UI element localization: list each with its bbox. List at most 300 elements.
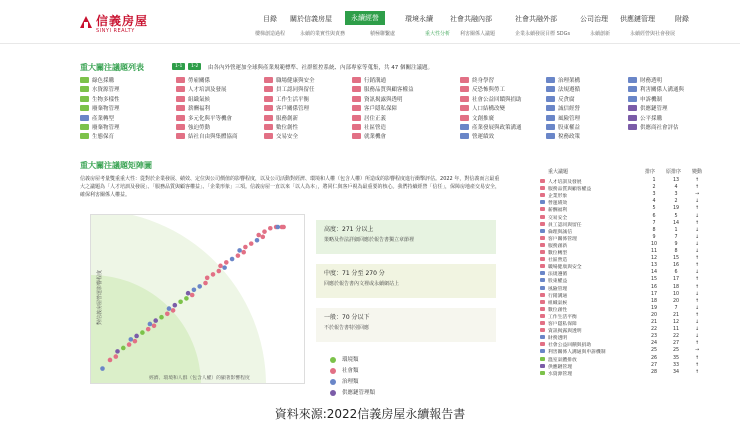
table-row	[540, 206, 715, 213]
topic-category-badge	[546, 77, 555, 83]
matrix-dot[interactable]	[114, 354, 119, 359]
prev-rank-value: 10	[672, 291, 680, 297]
legend-item	[330, 377, 359, 385]
legend-label: 環境類	[342, 357, 359, 363]
topic-item	[176, 132, 238, 141]
matrix-dot[interactable]	[140, 330, 145, 335]
matrix-dot[interactable]	[255, 238, 260, 243]
prev-rank-value: 5	[674, 213, 678, 219]
rank-value: 16	[650, 284, 658, 290]
topic-category-badge	[628, 86, 637, 92]
topic-category-badge	[264, 115, 273, 121]
topic-name: 數位轉型	[548, 251, 568, 256]
pill-1-2[interactable]: 1-2	[188, 63, 201, 70]
rank-change-arrow: ↑	[694, 362, 700, 368]
topic-label: 利害關係人溝通與	[640, 87, 685, 94]
topic-category-badge	[176, 77, 185, 83]
topic-label: 交易安全	[276, 134, 299, 141]
rank-value: 28	[650, 369, 658, 375]
table-header: 排序	[645, 169, 656, 175]
topic-category-badge	[176, 133, 185, 139]
matrix-dot[interactable]	[211, 272, 216, 277]
table-row	[540, 363, 715, 370]
table-row	[540, 313, 715, 320]
table-row	[540, 277, 715, 284]
topic-category-badge	[80, 133, 89, 139]
rank-value: 20	[650, 312, 658, 318]
pill-1-1[interactable]: 1-1	[172, 63, 185, 70]
topic-item	[264, 104, 309, 113]
topic-category-badge	[546, 124, 555, 130]
topic-label: 資訊揭露與透明	[364, 96, 403, 103]
topic-name: 企業形象	[548, 194, 568, 200]
prev-rank-value: 35	[672, 355, 680, 361]
nav-item[interactable]: 公司治理	[580, 15, 608, 23]
topics-description: 由各內外營運加全球與產業規範標準、社群監控系統、內部專家等蒐集，共 47 個關注議題。	[208, 65, 433, 71]
table-row	[540, 263, 715, 270]
table-row	[540, 270, 715, 277]
topic-item	[176, 85, 227, 94]
topic-name: 薪酬福利	[548, 208, 568, 214]
topic-label: 服務品質與顧客權益	[364, 87, 414, 94]
matrix-dot[interactable]	[152, 323, 157, 328]
row-category-badge	[540, 186, 545, 190]
row-category-badge	[540, 200, 545, 204]
row-category-badge	[540, 307, 545, 311]
topic-name: 法規遵循	[548, 272, 568, 278]
legend-dot	[330, 357, 336, 363]
topic-item	[460, 85, 505, 94]
rank-change-arrow: ↓	[694, 320, 700, 325]
sinyi-logo[interactable]	[78, 12, 149, 38]
topic-label: 文創推廣	[472, 115, 495, 122]
table-row	[540, 256, 715, 263]
topic-item	[176, 114, 232, 123]
topic-label: 產業轉型	[92, 115, 115, 122]
materiality-matrix	[90, 214, 305, 384]
topic-label: 員工認同與留任	[276, 87, 315, 94]
prev-rank-value: 12	[672, 320, 680, 325]
rank-value: 24	[650, 341, 658, 347]
topic-item	[176, 76, 210, 85]
matrix-dot[interactable]	[121, 346, 126, 351]
topic-category-badge	[460, 124, 469, 130]
topic-item	[352, 104, 397, 113]
rank-change-arrow: →	[694, 348, 700, 354]
table-row	[540, 306, 715, 313]
topic-label: 薪酬福利	[188, 106, 211, 113]
matrix-dot[interactable]	[281, 225, 286, 230]
topic-category-badge	[264, 77, 273, 83]
section-title-matrix: 重大關注議題矩陣圖	[80, 161, 152, 170]
row-category-badge	[540, 179, 545, 183]
topic-name: 數位創性	[548, 307, 568, 313]
prev-rank-value: 34	[672, 369, 680, 375]
row-category-badge	[540, 236, 545, 240]
subnav-item[interactable]: 企業永續發展目標 SDGs	[515, 31, 571, 37]
logo-mark-icon	[78, 14, 94, 30]
matrix-dot[interactable]	[262, 229, 267, 234]
matrix-dot[interactable]	[148, 322, 153, 327]
prev-rank-value: 3	[674, 192, 678, 198]
rank-change-arrow: ↓	[694, 213, 700, 219]
tier-high	[316, 220, 496, 254]
topic-label: 供應商社會評估	[640, 125, 679, 131]
topic-category-badge	[460, 115, 469, 121]
nav-item[interactable]: 關於信義房屋	[290, 15, 332, 23]
rank-change-arrow: ↑	[694, 263, 700, 269]
rank-change-arrow: ↑	[694, 206, 700, 212]
topic-category-badge	[460, 133, 469, 139]
matrix-dot[interactable]	[186, 291, 191, 296]
matrix-dot[interactable]	[261, 235, 266, 240]
rank-value: 14	[650, 270, 658, 276]
prev-rank-value: 7	[674, 305, 678, 311]
matrix-y-axis-label: 對信義房屋營運影響程度	[97, 269, 103, 325]
matrix-dot[interactable]	[237, 248, 242, 253]
topic-category-badge	[352, 115, 361, 121]
rank-value: 3	[652, 192, 656, 198]
topic-category-badge	[352, 105, 361, 111]
prev-rank-value: 25	[672, 348, 680, 354]
logo-chinese-text: 信義房屋	[96, 14, 149, 28]
topic-label: 終身學習	[472, 78, 495, 84]
topic-item	[546, 76, 580, 85]
topic-item	[628, 104, 668, 113]
matrix-dot[interactable]	[171, 308, 176, 313]
topic-category-badge	[352, 96, 361, 102]
rank-value: 5	[652, 206, 656, 212]
rank-change-arrow: ↓	[694, 234, 700, 240]
table-row	[540, 299, 715, 306]
nav-item[interactable]: 社會共融外部	[515, 15, 557, 23]
row-category-badge	[540, 371, 545, 375]
tier-general-desc: 不於報告書特別回應	[324, 325, 370, 331]
topic-label: 財務透明	[640, 78, 663, 84]
rank-value: 8	[652, 227, 656, 233]
nav-item[interactable]: 永續經營	[345, 11, 385, 25]
matrix-dot[interactable]	[108, 358, 113, 363]
rank-value: 15	[650, 277, 658, 283]
rank-value: 4	[652, 199, 656, 205]
topic-label: 反恐怖與勞工	[472, 87, 506, 94]
matrix-dot[interactable]	[230, 257, 235, 262]
matrix-description: 信義房屋考量雙重重大性：從對於企業發展、績效、定位與公司價值的影響程度，以及公司活動對經濟、環境和人權（包含人權）所造成的影響程度進行衝擊評估。2022 年，對信義而言最重大之議題為「人才培訓及發展」、「服務品質與顧客權益」、「企業形象」三項。信義房屋一直以來「以人為本」，將同仁與客戶視為最重要的核心。我們持續經營「信任」，保障房地產交易安全，確保利害關係人權益。	[80, 176, 501, 198]
topic-item	[264, 114, 298, 123]
matrix-dot[interactable]	[236, 253, 241, 258]
topic-item	[546, 114, 580, 123]
nav-item[interactable]: 附錄	[675, 15, 689, 23]
tier-high-title: 高度：271 分以上	[324, 226, 374, 233]
topic-label: 產業發展與政策溝通	[472, 125, 522, 131]
rank-value: 26	[650, 355, 658, 361]
table-header: 原排序	[666, 169, 682, 175]
matrix-dot[interactable]	[222, 265, 227, 270]
topic-name: 利害關係人溝通與申訴機制	[548, 350, 606, 356]
matrix-dot[interactable]	[134, 334, 139, 339]
rank-change-arrow: ↑	[694, 355, 700, 361]
rank-change-arrow: ↑	[694, 312, 700, 318]
matrix-dot[interactable]	[153, 318, 158, 323]
topic-label: 客戶關係管理	[276, 106, 310, 113]
topic-name: 服務品質與顧客權益	[548, 187, 592, 193]
topic-category-badge	[80, 77, 89, 83]
row-category-badge	[540, 321, 545, 325]
matrix-dot[interactable]	[224, 260, 229, 265]
topic-item	[460, 95, 522, 104]
topic-name: 客戶隱私保障	[548, 322, 577, 327]
topic-name: 水資源管理	[548, 371, 572, 377]
matrix-dot[interactable]	[249, 241, 254, 246]
matrix-dot[interactable]	[173, 303, 178, 308]
rank-change-arrow: →	[694, 192, 700, 198]
topic-label: 人口結構改變	[472, 106, 506, 113]
matrix-dot[interactable]	[159, 315, 164, 320]
rank-change-arrow: ↓	[694, 334, 700, 340]
topic-category-badge	[460, 96, 469, 102]
row-category-badge	[540, 342, 545, 346]
matrix-dot[interactable]	[178, 300, 183, 305]
table-row	[540, 221, 715, 228]
tier-medium-title: 中度：71 分至 270 分	[324, 270, 385, 277]
subnav-item[interactable]: 永續經營與社會發展	[630, 31, 676, 37]
topic-item	[352, 95, 403, 104]
topic-label: 股東權益	[558, 125, 581, 131]
topic-category-badge	[176, 105, 185, 111]
prev-rank-value: 16	[672, 263, 680, 269]
topic-label: 組織氣候	[188, 96, 211, 103]
matrix-dot[interactable]	[203, 281, 208, 286]
topic-category-badge	[628, 115, 637, 121]
subnav-item[interactable]: 永續創新	[590, 31, 611, 37]
topic-category-badge	[460, 86, 469, 92]
topic-label: 多元化與平等機會	[188, 115, 233, 122]
tier-medium	[316, 264, 496, 298]
topic-label: 就業機會	[364, 134, 387, 141]
topic-item	[628, 85, 684, 94]
matrix-dot[interactable]	[129, 337, 134, 342]
topic-category-badge	[264, 96, 273, 102]
matrix-dot[interactable]	[192, 288, 197, 293]
row-category-badge	[540, 243, 545, 247]
topic-category-badge	[546, 133, 555, 139]
table-row	[540, 334, 715, 341]
matrix-dot[interactable]	[241, 250, 246, 255]
matrix-dot[interactable]	[165, 311, 170, 316]
nav-item[interactable]: 環境永續	[405, 15, 433, 23]
topic-label: 生物多樣性	[92, 96, 120, 103]
topics-grid	[80, 76, 720, 144]
topic-category-badge	[352, 124, 361, 130]
topic-item	[80, 132, 114, 141]
rank-change-arrow: ↑	[694, 220, 700, 226]
rank-change-arrow: ↑	[694, 369, 700, 375]
subnav-item[interactable]: 積極聯繫處	[370, 31, 396, 37]
prev-rank-value: 22	[672, 334, 680, 340]
topic-name: 社區營造	[548, 258, 568, 264]
rank-change-arrow: ↓	[694, 305, 700, 311]
topic-item	[352, 123, 386, 132]
matrix-dot[interactable]	[100, 366, 105, 371]
matrix-dot[interactable]	[167, 306, 172, 311]
table-row	[540, 320, 715, 327]
rank-change-arrow: ↑	[694, 284, 700, 290]
rank-change-arrow: ↓	[694, 227, 700, 233]
topic-category-badge	[546, 86, 555, 92]
matrix-dot[interactable]	[205, 276, 210, 281]
topic-category-badge	[628, 105, 637, 111]
subnav-item[interactable]: 樓梯創造過程	[255, 31, 286, 37]
row-category-badge	[540, 349, 545, 353]
matrix-dot[interactable]	[218, 264, 223, 269]
topic-label: 廢棄物管理	[92, 106, 120, 113]
topic-label: 服務創新	[276, 115, 299, 122]
row-category-badge	[540, 278, 545, 282]
prev-rank-value: 14	[672, 220, 680, 226]
row-category-badge	[540, 215, 545, 219]
matrix-svg	[91, 215, 305, 384]
topic-label: 勞雇關係	[188, 78, 211, 84]
prev-rank-value: 27	[672, 341, 680, 347]
topic-item	[628, 95, 662, 104]
topic-item	[460, 123, 522, 132]
topic-name: 員工認同與留任	[548, 222, 582, 228]
matrix-dot[interactable]	[268, 226, 273, 231]
matrix-dot[interactable]	[190, 293, 195, 298]
prev-rank-value: 6	[674, 270, 678, 276]
table-row	[540, 242, 715, 249]
rank-value: 13	[650, 263, 658, 269]
prev-rank-value: 4	[674, 185, 678, 191]
topic-item	[264, 85, 315, 94]
topic-category-badge	[460, 77, 469, 83]
legend-dot	[330, 390, 336, 396]
matrix-dot[interactable]	[146, 327, 151, 332]
topic-label: 生態保育	[92, 134, 115, 141]
rank-value: 2	[652, 185, 656, 191]
topic-item	[546, 85, 580, 94]
topic-category-badge	[546, 115, 555, 121]
rank-value: 27	[650, 362, 658, 368]
row-category-badge	[540, 271, 545, 275]
topic-category-badge	[176, 115, 185, 121]
topic-item	[80, 114, 114, 123]
rank-change-arrow: ↓	[694, 327, 700, 333]
matrix-dot[interactable]	[127, 342, 132, 347]
row-category-badge	[540, 193, 545, 197]
table-row	[540, 249, 715, 256]
topic-name: 交易安全	[548, 215, 568, 221]
row-category-badge	[540, 250, 545, 254]
topic-category-badge	[80, 124, 89, 130]
row-category-badge	[540, 229, 545, 233]
topic-item	[352, 85, 414, 94]
rank-change-arrow: ↓	[694, 249, 700, 254]
matrix-dot[interactable]	[133, 339, 138, 344]
topic-label: 營運績效	[472, 134, 495, 141]
nav-item[interactable]: 目錄	[263, 15, 277, 23]
rank-value: 1	[652, 178, 656, 183]
tier-general	[316, 308, 496, 342]
topic-label: 反貪腐	[558, 96, 575, 103]
subnav-item[interactable]: 永續的業實性與責務	[300, 31, 346, 37]
topic-label: 社會公益回饋與捐助	[472, 96, 522, 103]
topic-category-badge	[80, 86, 89, 92]
row-category-badge	[540, 222, 545, 226]
topic-label: 公平採購	[640, 115, 663, 122]
subnav-item[interactable]: 利害關係人議題	[460, 31, 496, 37]
topic-item	[460, 76, 494, 85]
topic-item	[628, 114, 662, 123]
tier-medium-desc: 回應於報告書內文裡或永續網站上	[324, 281, 400, 287]
topic-label: 結社自由與集體協商	[188, 134, 238, 141]
prev-rank-value: 15	[672, 256, 680, 262]
rank-value: 9	[652, 234, 656, 240]
table-row	[540, 192, 715, 199]
section-title-topics: 重大關注議題列表	[80, 63, 144, 72]
matrix-dot[interactable]	[197, 284, 202, 289]
prev-rank-value: 18	[672, 284, 680, 290]
topic-name: 資訊揭露與透明	[548, 329, 582, 335]
matrix-dot[interactable]	[276, 225, 281, 230]
topic-category-badge	[352, 77, 361, 83]
rank-value: 19	[650, 305, 658, 311]
prev-rank-value: 1	[674, 227, 678, 233]
topic-label: 社區營造	[364, 125, 387, 131]
rank-value: 18	[650, 298, 658, 304]
topic-item	[264, 76, 315, 85]
rank-change-arrow: ↑	[694, 277, 700, 283]
topic-item	[352, 132, 386, 141]
topic-category-badge	[176, 86, 185, 92]
topic-category-badge	[80, 105, 89, 111]
row-category-badge	[540, 335, 545, 339]
matrix-dot[interactable]	[243, 245, 248, 250]
matrix-dot[interactable]	[184, 296, 189, 301]
nav-item[interactable]: 社會共融內部	[450, 15, 492, 23]
table-row	[540, 356, 715, 363]
subnav-item[interactable]: 重大性分析	[425, 31, 451, 37]
topic-category-badge	[628, 124, 637, 130]
rank-change-arrow: ↓	[694, 291, 700, 297]
topic-category-badge	[546, 96, 555, 102]
topic-item	[80, 123, 120, 132]
table-row	[540, 327, 715, 334]
rank-change-arrow: ↑	[694, 178, 700, 183]
topic-label: 強迫勞動	[188, 125, 211, 131]
matrix-dot[interactable]	[256, 233, 261, 238]
rank-value: 12	[650, 256, 658, 262]
nav-item[interactable]: 供應鏈管理	[620, 15, 655, 23]
topic-label: 稅務政策	[558, 134, 581, 141]
matrix-dot[interactable]	[115, 349, 120, 354]
table-row	[540, 348, 715, 355]
topic-category-badge	[264, 133, 273, 139]
topic-label: 居住正義	[364, 115, 387, 122]
topic-category-badge	[80, 115, 89, 121]
rank-value: 21	[650, 320, 658, 325]
topic-name: 股東權益	[548, 279, 568, 285]
row-category-badge	[540, 364, 545, 368]
topic-label: 綠色採購	[92, 78, 115, 84]
topic-item	[546, 95, 575, 104]
table-row	[540, 292, 715, 299]
logo-english-text: SINYI REALTY	[96, 28, 135, 34]
legend-label: 供應鏈管理類	[342, 390, 376, 396]
topic-item	[80, 85, 120, 94]
matrix-dot[interactable]	[217, 269, 222, 274]
topic-name: 組織氣候	[548, 300, 568, 306]
